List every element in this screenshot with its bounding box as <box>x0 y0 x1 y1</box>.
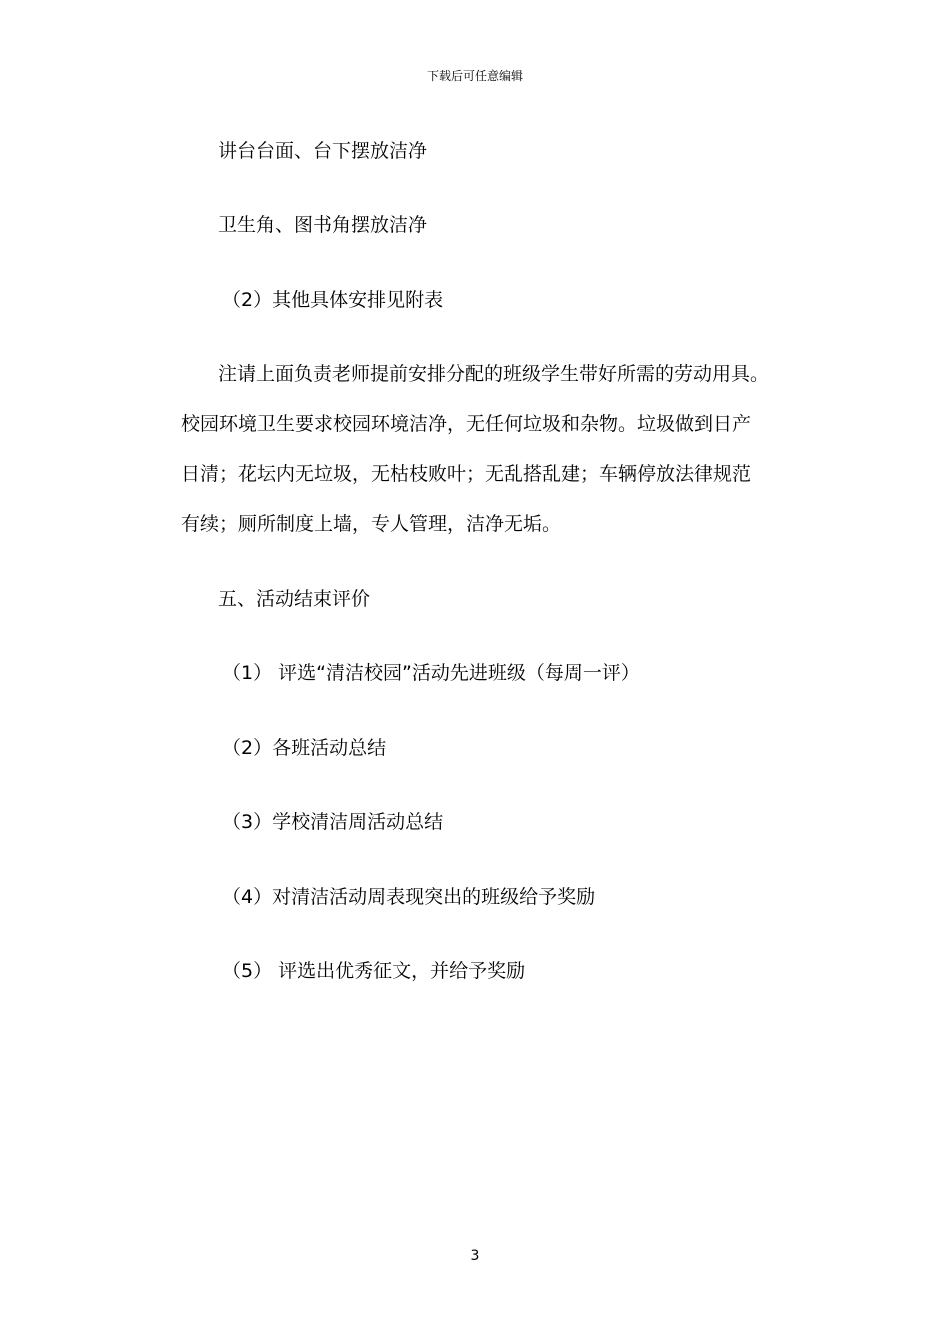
page-header: 下载后可任意编辑 <box>426 69 523 83</box>
list-item-1: （1） 评选“清洁校园”活动先进班级（每周一评） <box>222 662 640 684</box>
text-line-campus-environment: 校园环境卫生要求校园环境洁净，无任何垃圾和杂物。垃圾做到日产 <box>181 413 752 435</box>
text-line-flowerbed: 日清；花坛内无垃圾，无枯枝败叶；无乱搭乱建；车辆停放法律规范 <box>181 463 752 485</box>
list-item-4: （4）对清洁活动周表现突出的班级给予奖励 <box>222 886 596 908</box>
list-item-5: （5） 评选出优秀征文，并给予奖励 <box>222 960 526 982</box>
text-line-other-arrangements: （2）其他具体安排见附表 <box>222 289 444 311</box>
list-item-3: （3）学校清洁周活动总结 <box>222 811 444 833</box>
text-line-podium: 讲台台面、台下摆放洁净 <box>218 140 428 162</box>
section-heading-evaluation: 五、活动结束评价 <box>218 588 371 610</box>
text-line-hygiene-corner: 卫生角、图书角摆放洁净 <box>218 214 428 236</box>
list-item-2: （2）各班活动总结 <box>222 737 387 759</box>
page-number: 3 <box>470 1248 480 1264</box>
text-line-toilet: 有续；厕所制度上墙，专人管理，洁净无垢。 <box>181 513 562 535</box>
text-line-note: 注请上面负责老师提前安排分配的班级学生带好所需的劳动用具。 <box>218 363 770 385</box>
